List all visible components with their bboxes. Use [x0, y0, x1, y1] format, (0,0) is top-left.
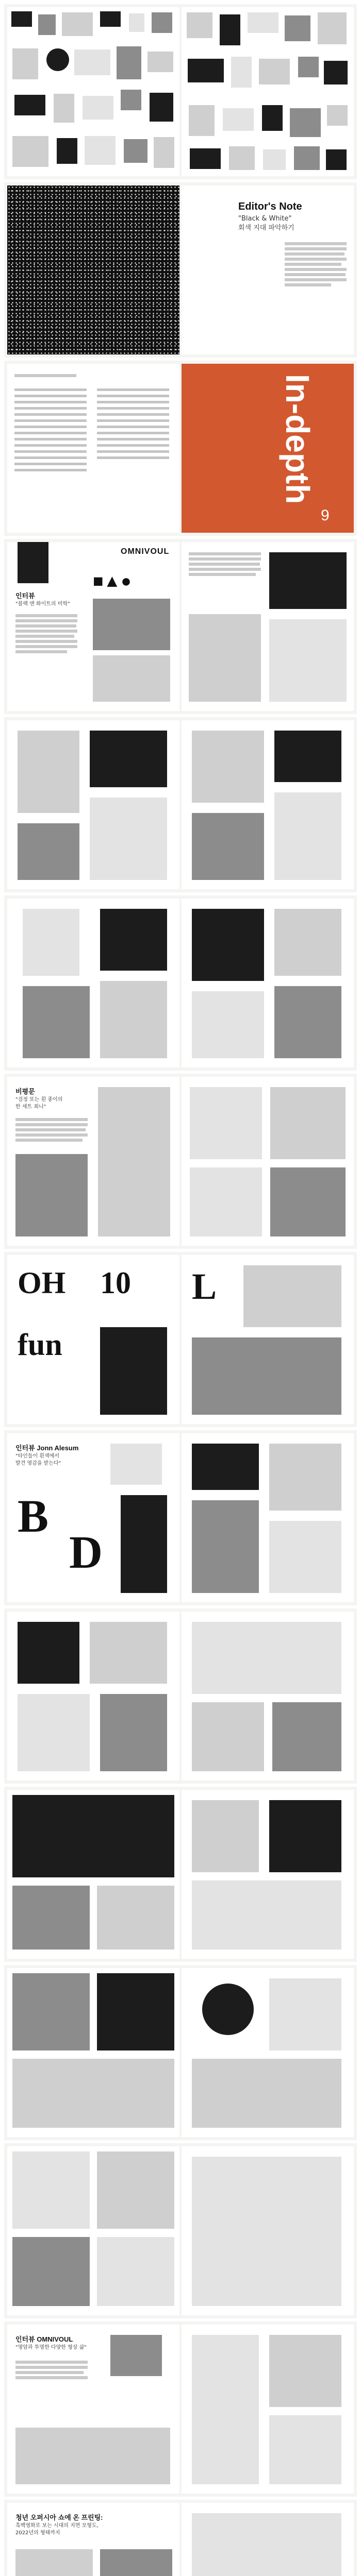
gradient-image: [15, 1154, 88, 1236]
mask-artwork-image: [274, 986, 341, 1058]
body-text-line: [15, 630, 77, 633]
body-text-line: [15, 650, 67, 653]
illustration-image: [269, 1800, 341, 1872]
image-thumb: [263, 149, 286, 170]
image-thumb: [57, 138, 77, 164]
body-text-line: [15, 1139, 83, 1142]
image-thumb: [326, 149, 347, 170]
document-image: [272, 1702, 341, 1771]
poster-image: [18, 1622, 79, 1684]
toc-row: [97, 401, 169, 403]
screenshot-image: [270, 1087, 346, 1159]
letterform-l: L: [192, 1266, 217, 1307]
installation-photo: [12, 1886, 90, 1950]
body-text-line: [285, 263, 341, 266]
critique-left-page: [7, 1077, 179, 1246]
body-text-line: [15, 2371, 84, 2374]
image-thumb: [298, 57, 319, 77]
image-thumb: [327, 105, 348, 126]
toc-row: [14, 450, 87, 453]
spread-collage: [4, 4, 357, 179]
spread-interview-1: [4, 539, 357, 714]
letterform-art: ■▲●: [93, 572, 132, 591]
exhibition-photo: [100, 2549, 172, 2576]
closing-right-page: [182, 2503, 354, 2576]
body-text-line: [285, 283, 331, 286]
toc-row: [97, 419, 169, 422]
image-thumb: [12, 136, 48, 167]
mask-artwork-image: [100, 981, 167, 1058]
image-thumb: [147, 52, 173, 72]
letterform-image: [243, 1265, 341, 1327]
editors-note-subtitle-line2: 회색 지대 파악하기: [238, 224, 294, 232]
poster-image: [18, 823, 79, 880]
toc-row: [97, 438, 169, 440]
section-label: 청년 오퍼시아 쇼에 온 프린팅:: [15, 2514, 103, 2521]
body-text-line: [15, 1123, 88, 1126]
installation-photo: [12, 2059, 174, 2128]
section-title-line2: 발견 영감을 받는다": [15, 1461, 61, 1466]
mask-artwork-image: [192, 991, 264, 1058]
mask-artwork-image: [192, 909, 264, 981]
interview-3-left-page: [7, 2325, 179, 2494]
editors-note-title: Editor's Note: [238, 201, 302, 212]
noise-gradient-image: [7, 185, 179, 354]
body-text-line: [15, 614, 77, 617]
installation-photo: [12, 1973, 90, 2050]
toc-row: [14, 432, 87, 434]
illustration-image: [192, 1880, 341, 1950]
body-text-line: [15, 1133, 88, 1137]
image-thumb: [152, 12, 172, 33]
image-thumb: [46, 48, 69, 71]
section-title-line2: 한 세트 최니": [15, 1104, 46, 1110]
toc-row: [97, 388, 169, 391]
letterform-image: [93, 599, 170, 650]
graphics-1-left-page: [7, 720, 179, 889]
toc-heading: [14, 374, 76, 377]
toc-row: [14, 413, 87, 416]
editors-note-subtitle: "Black & White": [238, 215, 292, 223]
body-text-line: [285, 242, 347, 245]
spread-interview-3: [4, 2321, 357, 2497]
artwork-image: [192, 2059, 341, 2128]
toc-row: [97, 456, 169, 459]
toc-row: [14, 401, 87, 403]
section-title: 흑백영화로 보는 시대의 지면 모형도,: [15, 2523, 99, 2529]
closing-left-page: [7, 2503, 179, 2576]
body-text-line: [189, 568, 261, 571]
black-image: [12, 1795, 174, 1877]
masks-right-page: [182, 899, 354, 1067]
table-of-contents-page: [7, 364, 179, 533]
toc-row: [14, 419, 87, 422]
image-thumb: [229, 146, 255, 170]
artwork-image: [192, 1444, 259, 1490]
section-title: "검정 또는 흰 종이의: [15, 1097, 63, 1103]
image-thumb: [124, 139, 147, 163]
body-text-line: [285, 278, 347, 281]
poster-image: [90, 731, 167, 787]
section-title: "타인들이 흰색에서: [15, 1453, 60, 1459]
document-image: [98, 1087, 170, 1236]
image-thumb: [318, 12, 347, 44]
image-thumb: [231, 57, 252, 88]
spread-sketches: [4, 2143, 357, 2318]
illustration-image: [192, 813, 264, 880]
section-label: 인터뷰 Jonn Alesum: [15, 1444, 79, 1452]
toc-row: [14, 426, 87, 428]
sketches-left-page: [7, 2146, 179, 2315]
toc-row: [14, 463, 87, 465]
screenshot-image: [190, 1087, 262, 1159]
body-text-line: [189, 552, 261, 555]
mask-artwork-image: [23, 986, 90, 1058]
body-text-line: [15, 635, 74, 638]
body-text-line: [285, 252, 344, 256]
spread-photos-2: [4, 1965, 357, 2140]
poster-image: [93, 655, 170, 702]
section-title-line2: 2022년의 형태까지: [15, 2530, 60, 2536]
body-text-line: [15, 2376, 88, 2379]
toc-row: [97, 426, 169, 428]
document-image: [192, 1622, 341, 1694]
collage-right-page: [182, 7, 354, 176]
artwork-image: [192, 1500, 259, 1593]
installation-photo: [97, 1886, 174, 1950]
in-depth-cover-page: [182, 364, 354, 533]
collage-left-page: [7, 7, 179, 176]
illustration-image: [274, 731, 341, 782]
line-drawing-image: [192, 2157, 341, 2306]
critique-right-page: [182, 1077, 354, 1246]
spread-graphics-1: [4, 717, 357, 892]
body-text-line: [15, 2361, 88, 2364]
letterform-image: [100, 1327, 167, 1415]
letterforms-right-page: [182, 1255, 354, 1424]
toc-row: [97, 407, 169, 410]
portrait-image: [110, 2335, 162, 2376]
graphics-2-right-page: [182, 1612, 354, 1781]
image-thumb: [38, 14, 56, 35]
sketches-right-page: [182, 2146, 354, 2315]
image-thumb: [150, 93, 173, 122]
image-thumb: [189, 105, 215, 136]
spread-editors-note: [4, 182, 357, 358]
document-image: [269, 2415, 341, 2484]
toc-row: [14, 469, 87, 471]
mask-artwork-image: [274, 909, 341, 976]
spread-photos-1: [4, 1787, 357, 1962]
interview-2-left-page: [7, 1433, 179, 1602]
editors-note-page: [182, 185, 354, 354]
section-title: "블랙 앤 화이트의 미학": [15, 601, 70, 607]
spread-interview-2: [4, 1430, 357, 1605]
artwork-image: [269, 1521, 341, 1593]
toc-row: [14, 395, 87, 397]
document-image: [192, 2335, 259, 2484]
letterform-10: 10: [100, 1266, 131, 1300]
spread-masks: [4, 895, 357, 1071]
image-thumb: [220, 14, 240, 45]
image-thumb: [117, 46, 141, 79]
image-thumb: [100, 11, 121, 27]
omnivoul-logo: OMNIVOUL: [121, 547, 170, 556]
spread-closing: [4, 2500, 357, 2576]
letterform-image: [192, 1337, 341, 1415]
image-thumb: [324, 61, 348, 84]
issue-number: 9: [321, 507, 330, 524]
installation-photo: [97, 1973, 174, 2050]
body-text-line: [189, 563, 260, 566]
cover-image: [18, 542, 48, 583]
image-thumb: [12, 48, 38, 79]
artwork-image: [121, 1495, 167, 1593]
body-text-line: [15, 1118, 88, 1121]
image-thumb: [294, 146, 320, 170]
body-text-line: [285, 273, 346, 276]
image-thumb: [285, 15, 310, 41]
spread-graphics-2: [4, 1608, 357, 1784]
image-thumb: [129, 13, 144, 32]
exhibition-photo: [192, 2513, 341, 2576]
interview-1-left-page: [7, 542, 179, 711]
image-thumb: [74, 49, 110, 75]
artwork-image: [269, 1444, 341, 1511]
body-text-line: [285, 268, 347, 271]
round-artwork-image: [202, 1984, 254, 2035]
illustration-image: [192, 1800, 259, 1872]
interview-1-right-page: [182, 542, 354, 711]
section-label: 비평문: [15, 1088, 35, 1095]
sketch-image: [97, 2151, 174, 2229]
in-depth-title: In-depth: [279, 374, 316, 504]
image-thumb: [85, 136, 116, 165]
body-text-line: [285, 258, 347, 261]
image-thumb: [188, 59, 224, 82]
letterform-oh: OH: [18, 1266, 66, 1300]
interview-3-right-page: [182, 2325, 354, 2494]
sketch-image: [97, 2237, 174, 2306]
poster-image: [15, 2549, 93, 2576]
portrait-image: [110, 1444, 162, 1485]
screenshot-image: [270, 1167, 346, 1236]
body-text-line: [15, 624, 76, 628]
toc-row: [14, 444, 87, 447]
body-text-line: [285, 247, 347, 250]
image-thumb: [62, 12, 93, 36]
poster-image: [18, 731, 79, 813]
image-thumb: [248, 12, 278, 33]
section-title: "명암과 투명한 다양한 형상 삶": [15, 2345, 87, 2350]
image-thumb: [154, 137, 174, 168]
body-text-line: [15, 619, 77, 622]
letterform-d: D: [69, 1527, 103, 1578]
artwork-image: [269, 1978, 341, 2050]
toc-row: [97, 432, 169, 434]
sketch-image: [12, 2151, 90, 2229]
document-image: [269, 2335, 341, 2407]
toc-row: [14, 388, 87, 391]
toc-row: [14, 456, 87, 459]
mask-artwork-image: [100, 909, 167, 971]
section-label: 인터뷰 OMNIVOUL: [15, 2335, 73, 2343]
masks-left-page: [7, 899, 179, 1067]
image-thumb: [14, 95, 45, 115]
graphics-1-right-page: [182, 720, 354, 889]
body-text-line: [15, 645, 77, 648]
image-thumb: [121, 90, 141, 110]
image-thumb: [190, 148, 221, 169]
body-text-line: [15, 2366, 88, 2369]
photos-1-right-page: [182, 1790, 354, 1959]
image-thumb: [54, 94, 74, 123]
image-thumb: [262, 105, 283, 131]
spread-critique: [4, 1074, 357, 1249]
toc-row: [97, 450, 169, 453]
letterforms-left-page: [7, 1255, 179, 1424]
body-text-line: [189, 557, 261, 561]
spread-in-depth: [4, 361, 357, 536]
artwork-image: [15, 2428, 170, 2484]
document-image: [192, 1702, 264, 1771]
poster-image: [90, 798, 167, 880]
image-thumb: [223, 108, 254, 131]
mask-artwork-image: [23, 909, 79, 976]
image-thumb: [187, 12, 212, 38]
photos-1-left-page: [7, 1790, 179, 1959]
letterform-fun: fun: [18, 1328, 62, 1362]
toc-row: [14, 407, 87, 410]
toc-row: [97, 395, 169, 397]
interview-2-right-page: [182, 1433, 354, 1602]
artwork-image: [189, 614, 261, 702]
section-label: 인터뷰: [15, 592, 35, 600]
graphics-2-left-page: [7, 1612, 179, 1781]
poster-image: [100, 1694, 167, 1771]
screenshot-image: [190, 1167, 262, 1236]
artwork-image: [269, 619, 347, 702]
artwork-image: [269, 552, 347, 609]
sketch-image: [12, 2237, 90, 2306]
photos-2-right-page: [182, 1968, 354, 2137]
body-text-line: [189, 573, 256, 576]
toc-row: [97, 413, 169, 416]
poster-image: [18, 1694, 90, 1771]
body-text-line: [15, 640, 77, 643]
image-thumb: [83, 96, 113, 120]
toc-row: [14, 438, 87, 440]
toc-row: [97, 444, 169, 447]
letterform-b: B: [18, 1491, 49, 1542]
photos-2-left-page: [7, 1968, 179, 2137]
spread-letterforms: [4, 1252, 357, 1427]
poster-image: [90, 1622, 167, 1684]
illustration-image: [274, 792, 341, 880]
image-thumb: [290, 108, 321, 137]
image-thumb: [11, 11, 32, 27]
body-text-line: [15, 1128, 86, 1131]
image-thumb: [259, 59, 290, 84]
illustration-image: [192, 731, 264, 803]
